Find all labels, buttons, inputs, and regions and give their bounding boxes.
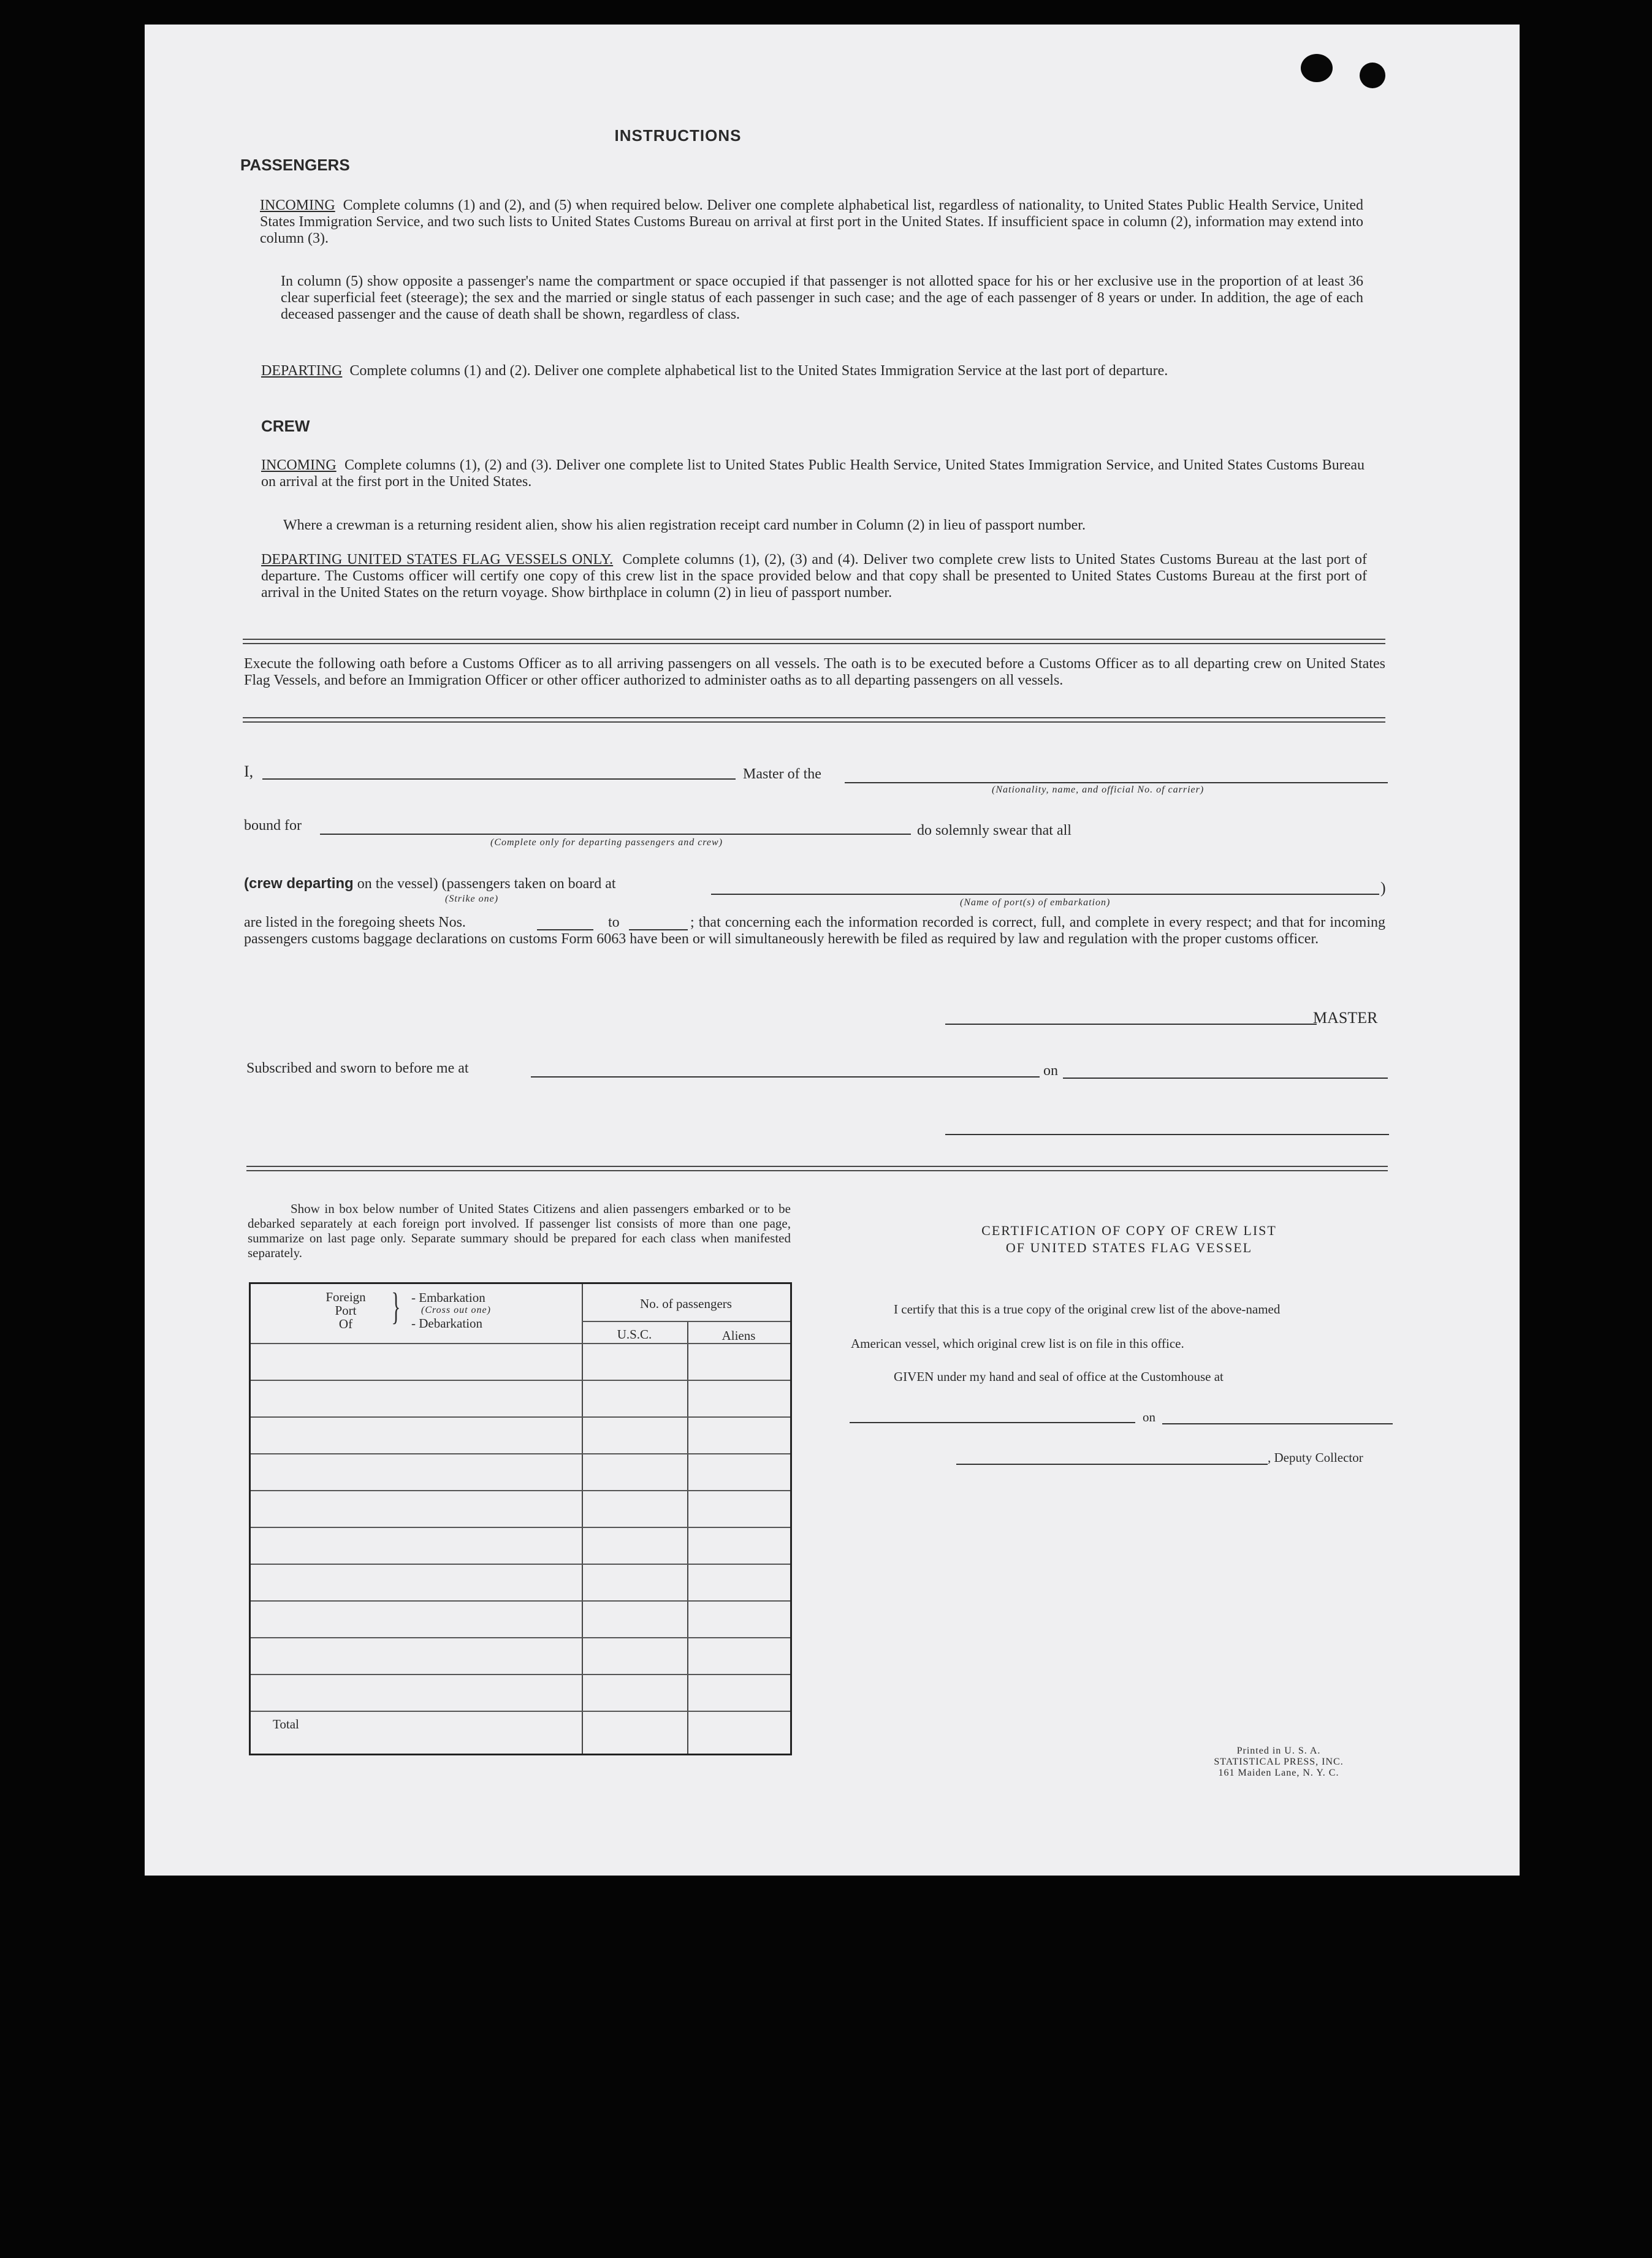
do-solemnly-label: do solemnly swear that all (917, 823, 1072, 838)
summary-note: Show in box below number of United States Citizens and alien passengers embarked or to be debarked separately at each foreign port involved. If passenger list consists of more than one page, summarize on last page only. Separate summary should be prepared for each class when manifested separately. (248, 1201, 791, 1260)
certification-title-line1: CERTIFICATION OF COPY OF CREW LIST (981, 1223, 1277, 1238)
printer-line2: STATISTICAL PRESS, INC. (1214, 1757, 1344, 1767)
table-row (251, 1527, 790, 1528)
table-row (251, 1343, 790, 1344)
strike-one-caption: (Strike one) (445, 894, 499, 904)
section-divider (243, 717, 1385, 723)
brace-icon: } (391, 1286, 401, 1328)
aliens-header: Aliens (721, 1328, 756, 1343)
port-word: Port (335, 1303, 357, 1318)
close-paren: ) (1380, 879, 1386, 897)
instructions-title: INSTRUCTIONS (614, 126, 742, 145)
cross-out-caption: (Cross out one) (421, 1305, 491, 1315)
bound-for-caption: (Complete only for departing passengers and crew) (490, 837, 723, 848)
table-row (251, 1416, 790, 1418)
table-row (251, 1711, 790, 1712)
crew-departing-paragraph (261, 552, 1367, 601)
officer-signature-field[interactable] (945, 1134, 1389, 1135)
table-row (251, 1600, 790, 1602)
table-divider (687, 1321, 688, 1754)
american-vessel-text: American vessel, which original crew list is on file in this office. (851, 1336, 1184, 1351)
embarkation-port-field[interactable] (711, 894, 1379, 895)
given-text: GIVEN under my hand and seal of office at the Customhouse at (894, 1369, 1224, 1384)
debarkation-label: - Debarkation (411, 1316, 483, 1331)
on-the-vessel-text: on the vessel) (passengers taken on board at (357, 876, 616, 892)
crew-departing-label: DEPARTING UNITED STATES FLAG VESSELS ONLY. (261, 552, 614, 568)
customhouse-field[interactable] (850, 1422, 1135, 1423)
oath-i-label: I, (244, 762, 254, 780)
sworn-on-label: on (1043, 1063, 1058, 1079)
certification-title-line2: OF UNITED STATES FLAG VESSEL (1005, 1240, 1253, 1255)
printer-line1: Printed in U. S. A. (1236, 1746, 1321, 1756)
passengers-incoming-text: Complete columns (1) and (2), and (5) when required below. Deliver one complete alphabetical list, regardless of nationality, to United States Public Health Service, United States Immigration Service, and two such lists to United States Customs Bureau on arrival at first port in the United States. If insufficient space in column (2), information may extend into column (3). (260, 197, 1364, 246)
ports-caption: (Name of port(s) of embarkation) (960, 897, 1111, 908)
oath-intro: Execute the following oath before a Customs Officer as to all arriving passengers on all vessels. The oath is to be executed before a Customs Officer as to all departing crew on United States Flag Vessels, and before an Immigration Officer or other officer authorized to administer oaths as to all departing passengers on all vessels. (244, 656, 1385, 688)
form-sheet (145, 25, 1520, 1876)
crew-resident-paragraph: Where a crewman is a returning resident alien, show his alien registration receipt card number in Column (2) in lieu of passport number. (283, 517, 1086, 533)
punch-hole (1360, 63, 1385, 88)
bound-for-field[interactable] (320, 834, 911, 835)
foreign-port-label (306, 1290, 386, 1331)
to-label: to (608, 914, 620, 930)
passengers-departing-text: Complete columns (1) and (2). Deliver one complete alphabetical list to the United States Immigration Service at the last port of departure. (349, 363, 1168, 379)
total-label: Total (273, 1717, 299, 1732)
oath-statement: ; that concerning each the information recorded is correct, full, and complete in every respect; and that for incoming passengers customs baggage declarations on customs Form 6063 have been or will simultaneously herewith be filed as required by law and regulation with the proper customs officer. (244, 914, 1385, 947)
crew-departing-text: Complete columns (1), (2), (3) and (4). Deliver two complete crew lists to United States Customs Bureau at the last port of departure. The Customs officer will certify one copy of this crew list in the space provided below and that copy shall be presented to United States Customs Bureau at the first port of arrival in the United States on the return voyage. Show birthplace in column (2) in lieu of passport number. (261, 552, 1368, 601)
passengers-incoming-paragraph (260, 197, 1363, 247)
carrier-field[interactable] (845, 782, 1388, 783)
table-row (251, 1453, 790, 1454)
passenger-summary-table (249, 1282, 792, 1755)
usc-header: U.S.C. (617, 1327, 652, 1342)
certification-date-field[interactable] (1162, 1423, 1393, 1424)
master-of-the-label: Master of the (743, 766, 821, 782)
deputy-collector-label: , Deputy Collector (1268, 1450, 1363, 1465)
crew-heading: CREW (261, 417, 310, 435)
of-word: Of (338, 1317, 353, 1331)
crew-incoming-label: INCOMING (261, 457, 337, 473)
table-divider (582, 1284, 583, 1754)
passengers-heading: PASSENGERS (240, 156, 350, 174)
printer-line3: 161 Maiden Lane, N. Y. C. (1218, 1768, 1339, 1778)
table-divider (582, 1321, 790, 1322)
crew-departing-text: (crew departing (244, 875, 354, 892)
section-divider (246, 1166, 1388, 1171)
certify-text: I certify that this is a true copy of the original crew list of the above-named (894, 1302, 1281, 1317)
punch-hole (1301, 54, 1333, 82)
deputy-signature-field[interactable] (956, 1464, 1268, 1465)
crew-incoming-text: Complete columns (1), (2) and (3). Deliver one complete list to United States Public Health Service, United States Immigration Service, and United States Customs Bureau on arrival at the first port in the United States. (261, 457, 1365, 490)
table-row (251, 1380, 790, 1381)
certification-title (915, 1222, 1344, 1256)
sworn-date-field[interactable] (1063, 1078, 1388, 1079)
printer-imprint (1187, 1746, 1371, 1779)
master-name-field[interactable] (262, 778, 736, 780)
passengers-departing-paragraph (261, 363, 1363, 379)
embarkation-label: - Embarkation (411, 1290, 485, 1305)
crew-departing-option (244, 875, 616, 892)
passengers-incoming-label: INCOMING (260, 197, 335, 213)
table-row (251, 1674, 790, 1675)
subscribed-label: Subscribed and sworn to before me at (246, 1060, 469, 1076)
table-row (251, 1490, 790, 1491)
listed-sheets-label: are listed in the foregoing sheets Nos. (244, 914, 466, 930)
sworn-place-field[interactable] (531, 1076, 1040, 1078)
crew-incoming-paragraph (261, 457, 1365, 490)
table-row (251, 1637, 790, 1638)
certification-on-label: on (1143, 1410, 1155, 1424)
section-divider (243, 639, 1385, 644)
table-row (251, 1564, 790, 1565)
passengers-column5-paragraph: In column (5) show opposite a passenger's name the compartment or space occupied if that passenger is not allotted space for his or her exclusive use in the proportion of at least 36 clear superficial feet (steerage); the sex and the married or single status of each passenger in such case; and the age of each passenger of 8 years or under. In addition, the age of each deceased passenger and the cause of death shall be shown, regardless of class. (281, 273, 1363, 322)
master-signature-field[interactable] (945, 1024, 1317, 1025)
bound-for-label: bound for (244, 818, 302, 834)
foreign-word: Foreign (325, 1290, 366, 1304)
nationality-caption: (Nationality, name, and official No. of carrier) (992, 785, 1205, 795)
master-label: MASTER (1313, 1009, 1378, 1027)
passengers-departing-label: DEPARTING (261, 363, 343, 379)
no-passengers-header: No. of passengers (640, 1296, 732, 1311)
